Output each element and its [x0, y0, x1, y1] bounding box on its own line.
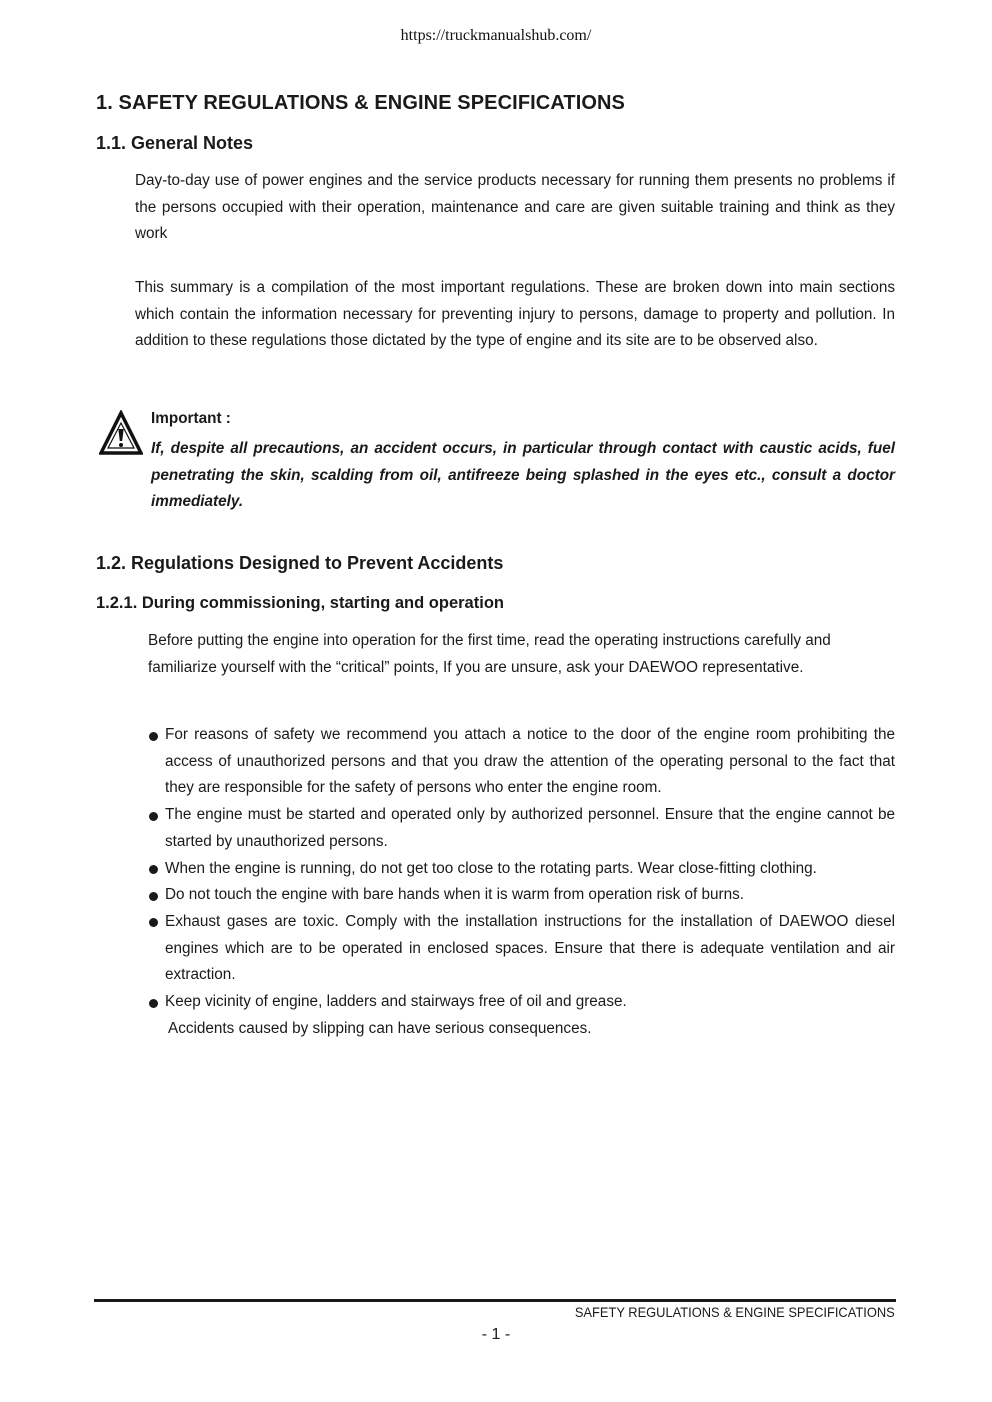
- safety-bullet-list: [148, 722, 895, 1042]
- list-item-text: The engine must be started and operated only by authorized personnel. Ensure that the engine cannot be started by unauthorized persons.: [165, 806, 895, 850]
- bullet-dot: [149, 892, 158, 901]
- footer-section-title: SAFETY REGULATIONS & ENGINE SPECIFICATIONS: [575, 1304, 895, 1320]
- section-title: 1. SAFETY REGULATIONS & ENGINE SPECIFICATIONS: [96, 92, 626, 114]
- list-item-continuation: Accidents caused by slipping can have serious consequences.: [168, 1019, 592, 1037]
- bullet-dot: [149, 999, 158, 1008]
- list-item-text: Do not touch the engine with bare hands when it is warm from operation risk of burns.: [165, 886, 745, 904]
- list-item: [148, 882, 895, 909]
- bullet-dot: [149, 812, 158, 821]
- bullet-dot: [149, 865, 158, 874]
- footer-divider: [94, 1299, 896, 1302]
- list-item-text: Keep vicinity of engine, ladders and stairways free of oil and grease.: [165, 993, 627, 1011]
- list-item-text: Exhaust gases are toxic. Comply with the installation instructions for the installation of DAEWOO diesel engines which are to be operated in enclosed spaces. Ensure that there is adequate ventilation and air extraction.: [165, 912, 895, 984]
- bullet-dot: [149, 732, 158, 741]
- list-item: [148, 722, 895, 802]
- commissioning-subheading: 1.2.1. During commissioning, starting and operation: [96, 594, 504, 612]
- source-url[interactable]: https://truckmanualshub.com/: [400, 27, 592, 44]
- list-item-text: For reasons of safety we recommend you attach a notice to the door of the engine room prohibiting the access of unauthorized persons and that you draw the attention of the operating personal to the fact that they are responsible for the safety of persons who enter the engine room.: [165, 726, 895, 797]
- regulations-heading: 1.2. Regulations Designed to Prevent Accidents: [96, 553, 504, 573]
- general-notes-heading: 1.1. General Notes: [96, 133, 254, 153]
- important-label: Important :: [151, 410, 231, 427]
- list-item-text: When the engine is running, do not get too close to the rotating parts. Wear close-fitting clothing.: [165, 859, 817, 877]
- general-notes-paragraph-1: Day-to-day use of power engines and the service products necessary for running them presents no problems if the persons occupied with their operation, maintenance and care are given suitable training and think as they work: [135, 172, 895, 243]
- warning-triangle-icon: [99, 410, 143, 456]
- important-warning-text: If, despite all precautions, an accident occurs, in particular through contact with caustic acids, fuel penetrating the skin, scalding from oil, antifreeze being splashed in the eyes etc., consult a doctor immediately.: [151, 440, 895, 511]
- list-item: [148, 856, 895, 883]
- bullet-dot: [149, 918, 158, 927]
- list-item: [148, 989, 895, 1042]
- page-number: - 1 -: [481, 1326, 511, 1343]
- list-item: [148, 802, 895, 855]
- general-notes-paragraph-2: This summary is a compilation of the most important regulations. These are broken down into main sections which contain the information necessary for preventing injury to persons, damage to property and pollution. In addition to these regulations those dictated by the type of engine and its site are to be observed also.: [135, 279, 895, 350]
- commissioning-intro: Before putting the engine into operation for the first time, read the operating instructions carefully and familiarize yourself with the “critical” points, If you are unsure, ask your DAEWOO representative.: [148, 632, 831, 676]
- list-item: [148, 909, 895, 989]
